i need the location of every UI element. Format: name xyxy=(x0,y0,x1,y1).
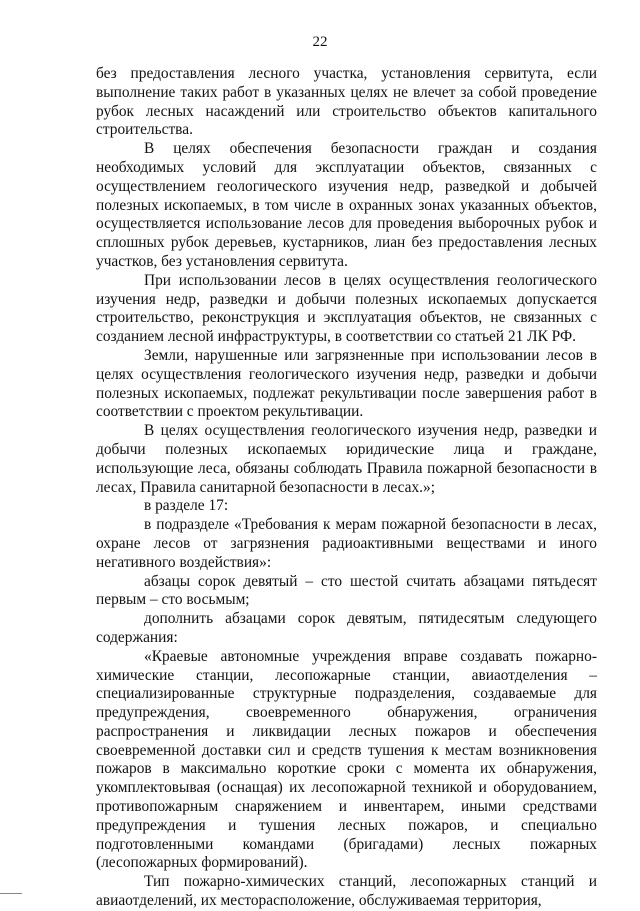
paragraph-fire-stations: «Краевые автономные учреждения вправе создавать пожарно-химические станции, лесопожарные станции, авиаотделения – специализированные структурные подразделения, создаваемые для предупреждения, своевременного обнаружения, ограничения распространения и ликвидации лесных пожаров и обеспечения своевременной доставки сил и средств тушения к местам возникновения пожаров в максимально короткие сроки с момента их обнаружения, укомплектовывая (оснащая) их лесопожарной техникой и оборудованием, противопожарным снаряжением и инвентарем, иными средствами предупреждения и тушения лесных пожаров, и специально подготовленными командами (бригадами) лесных пожарных (лесопожарных формирований). xyxy=(96,647,597,872)
bottom-edge-line xyxy=(0,893,22,894)
document-body xyxy=(96,65,597,911)
paragraph-subsection: в подразделе «Требования к мерам пожарной безопасности в лесах, охране лесов от загрязнения радиоактивными веществами и иного негативного воздействия»: xyxy=(96,516,597,571)
paragraph-add-content: дополнить абзацами сорок девятым, пятидесятым следующего содержания: xyxy=(96,610,597,646)
paragraph-fire-rules: В целях осуществления геологического изучения недр, разведки и добычи полезных ископаемых юридические лица и граждане, использующие леса, обязаны соблюдать Правила пожарной безопасности в лесах, Правила санитарной безопасности в лесах.»; xyxy=(96,422,597,496)
paragraph-section-17: в разделе 17: xyxy=(144,497,229,515)
paragraph-construction: При использовании лесов в целях осуществления геологического изучения недр, разведки и добычи полезных ископаемых допускается строительство, реконструкция и эксплуатация объектов, не связанных с созданием лесной инфраструктуры, в соответствии со статьей 21 ЛК РФ. xyxy=(96,271,597,346)
paragraph-station-types: Тип пожарно-химических станций, лесопожарных станций и авиаотделений, их месторасположение, обслуживаемая территория, xyxy=(96,873,597,910)
paragraph-safety-felling: В целях обеспечения безопасности граждан и создания необходимых условий для эксплуатации объектов, связанных с осуществлением геологического изучения недр, разведкой и добычей полезных ископаемых, в том числе в охранных зонах указанных объектов, осуществляется использование лесов для проведения выборочных рубок и сплошных рубок деревьев, кустарников, лиан без предоставления лесных участков, без установления сервитута. xyxy=(96,140,597,270)
page-number: 22 xyxy=(312,34,328,50)
paragraph-continuation: без предоставления лесного участка, установления сервитута, если выполнение таких работ в указанных целях не влечет за собой проведение рубок лесных насаждений или строительство объектов капитального строительства. xyxy=(96,65,597,139)
paragraph-renumber: абзацы сорок девятый – сто шестой считать абзацами пятьдесят первым – сто восьмым; xyxy=(96,572,597,609)
paragraph-recultivation: Земли, нарушенные или загрязненные при использовании лесов в целях осуществления геологического изучения недр, разведки и добычи полезных ископаемых, подлежат рекультивации после завершения работ в соответствии с проектом рекультивации. xyxy=(96,346,597,421)
